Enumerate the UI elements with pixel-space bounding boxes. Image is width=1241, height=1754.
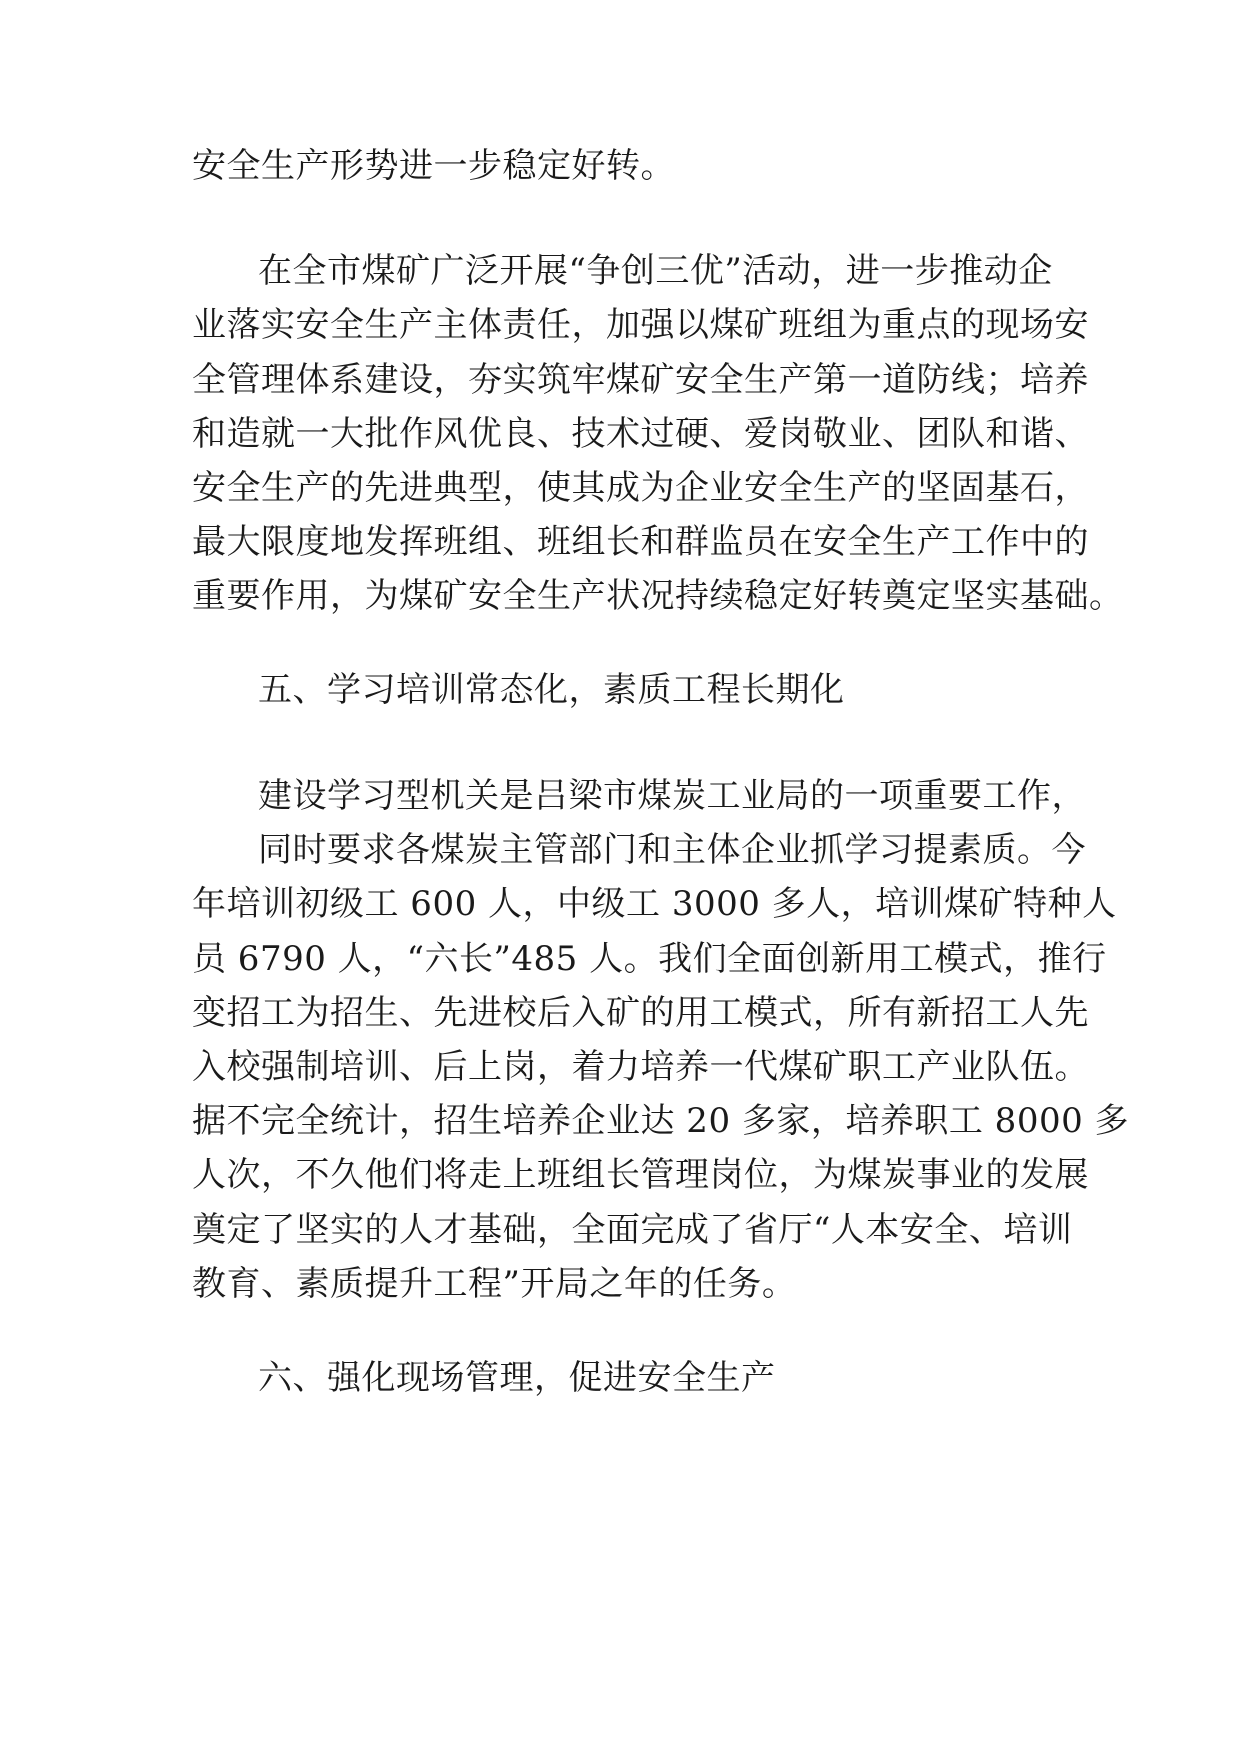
paragraph-line: 全管理体系建设，夯实筑牢煤矿安全生产第一道防线；培养 (192, 360, 1089, 400)
paragraph-line: 奠定了坚实的人才基础，全面完成了省厅“人本安全、培训 (192, 1210, 1073, 1250)
section-heading: 六、强化现场管理，促进安全生产 (258, 1358, 776, 1398)
paragraph-line: 业落实安全生产主体责任，加强以煤矿班组为重点的现场安 (192, 305, 1089, 345)
paragraph-line: 在全市煤矿广泛开展“争创三优”活动，进一步推动企 (258, 251, 1053, 291)
paragraph-line: 入校强制培训、后上岗，着力培养一代煤矿职工产业队伍。 (192, 1047, 1089, 1087)
paragraph-line: 人次，不久他们将走上班组长管理岗位，为煤炭事业的发展 (192, 1155, 1089, 1195)
paragraph-line: 据不完全统计，招生培养企业达 20 多家，培养职工 8000 多 (192, 1101, 1130, 1141)
paragraph-line: 同时要求各煤炭主管部门和主体企业抓学习提素质。今 (258, 830, 1086, 870)
paragraph-line: 重要作用，为煤矿安全生产状况持续稳定好转奠定坚实基础。 (192, 576, 1124, 616)
paragraph-line: 安全生产形势进一步稳定好转。 (192, 146, 675, 186)
paragraph-line: 年培训初级工 600 人，中级工 3000 多人，培训煤矿特种人 (192, 884, 1117, 924)
section-heading: 五、学习培训常态化，素质工程长期化 (258, 670, 845, 710)
paragraph-line: 安全生产的先进典型，使其成为企业安全生产的坚固基石， (192, 468, 1089, 508)
paragraph-line: 员 6790 人，“六长”485 人。我们全面创新用工模式，推行 (192, 939, 1107, 979)
paragraph-line: 和造就一大批作风优良、技术过硬、爱岗敬业、团队和谐、 (192, 414, 1089, 454)
paragraph-line: 教育、素质提升工程”开局之年的任务。 (192, 1264, 797, 1304)
paragraph-line: 变招工为招生、先进校后入矿的用工模式，所有新招工人先 (192, 993, 1089, 1033)
paragraph-line: 建设学习型机关是吕梁市煤炭工业局的一项重要工作， (258, 776, 1086, 816)
paragraph-line: 最大限度地发挥班组、班组长和群监员在安全生产工作中的 (192, 522, 1089, 562)
